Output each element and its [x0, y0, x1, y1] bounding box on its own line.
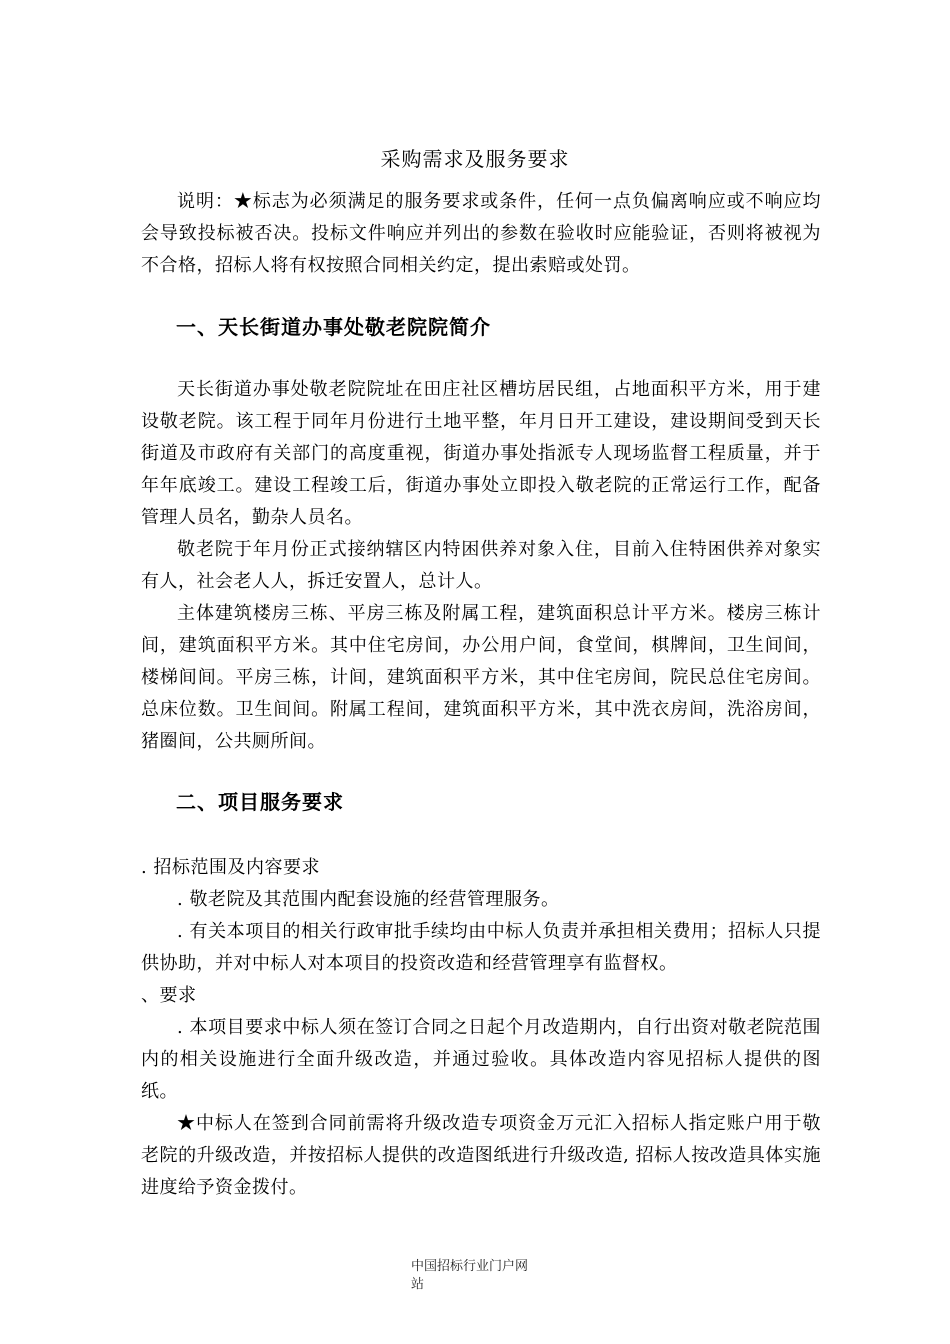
- requirement-item-4: ★中标人在签到合同前需将升级改造专项资金万元汇入招标人指定账户用于敬老院的升级改造，并按招标人提供的改造图纸进行升级改造, 招标人按改造具体实施进度给予资金拨付。: [141, 1113, 821, 1198]
- footer-line-2: 站: [411, 1277, 425, 1292]
- scope-label: . 招标范围及内容要求: [141, 857, 320, 878]
- requirement-item-1: . 敬老院及其范围内配套设施的经营管理服务。: [177, 889, 560, 910]
- intro-paragraph: 说明：★标志为必须满足的服务要求或条件，任何一点负偏离响应或不响应均会导致投标被否决。投标文件响应并列出的参数在验收时应能验证，否则将被视为不合格，招标人将有权按照合同相关约定，提出索赔或处罚。: [141, 191, 821, 276]
- section1-heading: 一、天长街道办事处敬老院院简介: [176, 315, 491, 339]
- requirements-label: 、要求: [141, 985, 197, 1006]
- document-title: 采购需求及服务要求: [380, 147, 570, 171]
- section1-paragraph-1: 天长街道办事处敬老院院址在田庄社区槽坊居民组，占地面积平方米，用于建设敬老院。该工程于同年月份进行土地平整，年月日开工建设，建设期间受到天长街道及市政府有关部门的高度重视，街道办事处指派专人现场监督工程质量，并于年年底竣工。建设工程竣工后，街道办事处立即投入敬老院的正常运行工作，配备管理人员名，勤杂人员名。: [141, 379, 821, 528]
- footer-line-1: 中国招标行业门户网: [411, 1259, 529, 1274]
- section1-paragraph-3: 主体建筑楼房三栋、平房三栋及附属工程，建筑面积总计平方米。楼房三栋计间，建筑面积平方米。其中住宅房间，办公用户间，食堂间，棋牌间，卫生间间，楼梯间间。平房三栋，计间，建筑面积平方米，其中住宅房间，院民总住宅房间。总床位数。卫生间间。附属工程间，建筑面积平方米，其中洗衣房间，洗浴房间，猪圈间，公共厕所间。: [141, 603, 821, 752]
- section1-paragraph-2: 敬老院于年月份正式接纳辖区内特困供养对象入住，目前入住特困供养对象实有人，社会老人人，拆迁安置人，总计人。: [141, 539, 821, 592]
- page-footer: [411, 1258, 551, 1294]
- requirement-item-3: . 本项目要求中标人须在签订合同之日起个月改造期内，自行出资对敬老院范围内的相关设施进行全面升级改造，并通过验收。具体改造内容见招标人提供的图纸。: [141, 1017, 821, 1102]
- section2-heading: 二、项目服务要求: [176, 790, 344, 814]
- requirement-item-2: . 有关本项目的相关行政审批手续均由中标人负责并承担相关费用；招标人只提供协助，并对中标人对本项目的投资改造和经营管理享有监督权。: [141, 921, 821, 974]
